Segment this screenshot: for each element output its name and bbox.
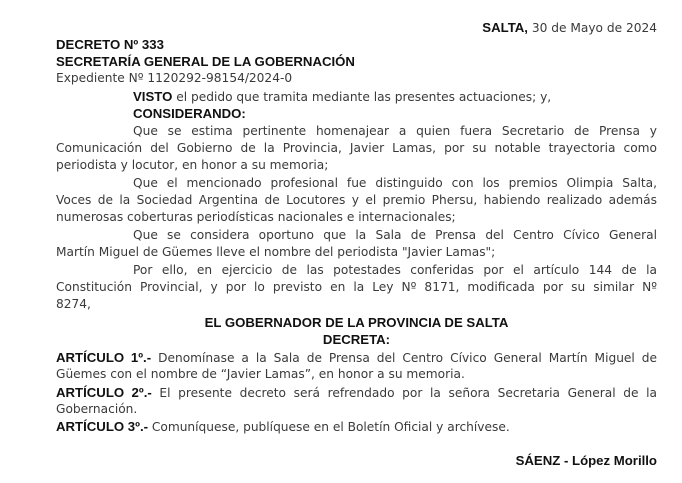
consideration-4-line-1: Por ello, en ejercicio de las potestades conferidas por el artículo 144 de la [133,263,657,277]
consideration-3-line-1: Que se considera oportuno que la Sala de Prensa del Centro Cívico General [133,228,657,242]
considerando-label: CONSIDERANDO: [133,106,246,121]
article-2-line-1 [56,384,657,402]
consideration-3-line-2: Martín Miguel de Güemes lleve el nombre del periodista "Javier Lamas"; [56,245,496,259]
article-3-line-1 [56,418,510,436]
consideration-4-line-2: Constitución Provincial, y por lo previsto en la Ley Nº 8171, modificada por su similar Nº [56,280,657,294]
file-number: Expediente Nº 1120292-98154/2024-0 [56,71,293,85]
consideration-1-line-2: Comunicación del Gobierno de la Provincia, Javier Lamas, por su notable trayectoria como [56,141,657,155]
visto-line [133,88,551,106]
article-1-line-2: Güemes con el nombre de “Javier Lamas”, en honor a su memoria. [56,367,465,381]
date: 30 de Mayo de 2024 [531,21,657,35]
article-2-label: ARTÍCULO 2º.- [56,385,152,400]
visto-label: VISTO [133,89,173,104]
article-3-label: ARTÍCULO 3º.- [56,419,148,434]
consideration-2-line-1: Que el mencionado profesional fue distinguido con los premios Olimpia Salta, [133,176,657,190]
decree-number: DECRETO Nº 333 [56,37,164,52]
place: SALTA, [482,20,528,35]
article-3-text: Comuníquese, publíquese en el Boletín Oficial y archívese. [148,420,510,434]
consideration-2-line-2: Voces de la Sociedad Argentina de Locutores y el premio Phersu, habiendo realizado además [56,193,657,207]
consideration-2-line-3: numerosas coberturas periodísticas nacionales e internacionales; [56,210,456,224]
article-1-label: ARTÍCULO 1º.- [56,350,152,365]
date-line [482,19,657,37]
consideration-1-line-1: Que se estima pertinente homenajear a quien fuera Secretario de Prensa y [133,124,657,138]
consideration-4-line-3: 8274, [56,297,91,311]
visto-text: el pedido que tramita mediante las presentes actuaciones; y, [172,90,552,104]
article-1-text: Denomínase a la Sala de Prensa del Centro Cívico General Martín Miguel de [151,351,658,365]
office-title: SECRETARÍA GENERAL DE LA GOBERNACIÓN [56,54,355,69]
article-2-line-2: Gobernación. [56,402,138,416]
decreta-heading: DECRETA: [322,332,391,347]
article-1-line-1 [56,349,657,367]
article-2-text: El presente decreto será refrendado por la señora Secretaria General de la [151,386,657,400]
authority-title: EL GOBERNADOR DE LA PROVINCIA DE SALTA [204,315,509,330]
signature: SÁENZ - López Morillo [515,453,657,468]
consideration-1-line-3: periodista y locutor, en honor a su memoria; [56,158,329,172]
